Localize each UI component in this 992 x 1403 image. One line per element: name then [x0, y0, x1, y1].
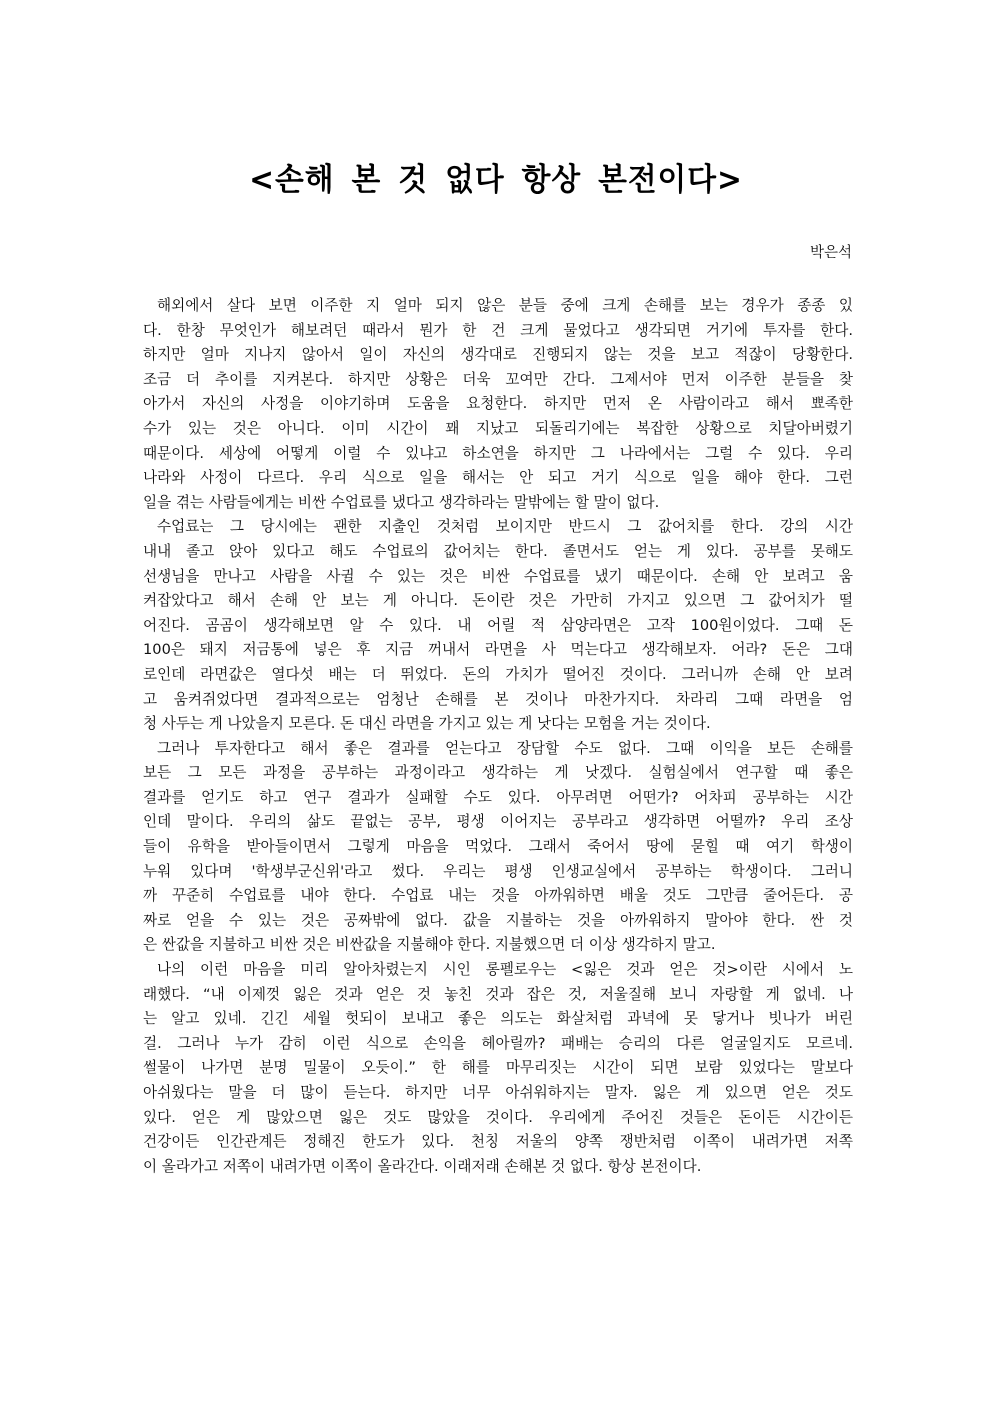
author-name: 박은석 — [809, 245, 852, 261]
text-line: 아쉬웠다는 말을 더 많이 듣는다. 하지만 너무 아쉬워하지는 말자. 잃은 게 있으면 얻은 것도 — [143, 1084, 853, 1101]
text-line: 나의 이런 마음을 미리 알아차렸는지 시인 롱펠로우는 <잃은 것과 얻은 것>이란 시에서 노 — [157, 961, 853, 979]
text-line: 100은 돼지 저금통에 넣은 후 지금 꺼내서 라면을 사 먹는다고 생각해보자. 어라? 돈은 그대 — [143, 641, 853, 659]
text-line: 때문이다. 세상에 어떻게 이럴 수 있냐고 하소연을 하지만 그 나라에서는 그럴 수 있다. 우리 — [143, 444, 853, 462]
text-line: 아가서 자신의 사정을 이야기하며 도움을 요청한다. 하지만 먼저 온 사람이라고 해서 뾰족한 — [143, 395, 853, 413]
text-line: 들이 유학을 받아들이면서 그렇게 마음을 먹었다. 그래서 죽어서 땅에 묻힐 때 여기 학생이 — [143, 838, 853, 856]
text-line: 조금 더 추이를 지켜본다. 하지만 상황은 더욱 꼬여만 간다. 그제서야 먼저 이주한 분들을 찾 — [143, 370, 853, 388]
text-line: 그러나 투자한다고 해서 좋은 결과를 얻는다고 장담할 수도 없다. 그때 이익을 보든 손해를 — [157, 739, 853, 757]
text-line: 나라와 사정이 다르다. 우리 식으로 일을 해서는 안 되고 거기 식으로 일을 해야 한다. 그런 — [143, 469, 853, 487]
text-line: 래했다. “내 이제껏 잃은 것과 얻은 것 놓친 것과 잡은 것, 저울질해 보니 자랑할 게 없네. 나 — [143, 985, 853, 1003]
text-line: 어진다. 곰곰이 생각해보면 알 수 있다. 내 어릴 적 삼양라면은 고작 100원이었다. 그때 돈 — [143, 616, 853, 634]
text-line: 선생님을 만나고 사람을 사귈 수 있는 것은 비싼 수업료를 냈기 때문이다. 손해 안 보려고 움 — [143, 567, 853, 585]
text-line: 결과를 얻기도 하고 연구 결과가 실패할 수도 있다. 아무려면 어떤가? 어차피 공부하는 시간 — [143, 788, 853, 806]
text-line: 누워 있다며 '학생부군신위'라고 썼다. 우리는 평생 인생교실에서 공부하는 학생이다. 그러니 — [143, 862, 853, 880]
text-line: 내내 졸고 앉아 있다고 해도 수업료의 값어치는 한다. 졸면서도 얻는 게 있다. 공부를 못해도 — [143, 542, 853, 560]
text-line: 썰물이 나가면 분명 밀물이 오듯이.” 한 해를 마무리짓는 시간이 되면 보람 있었다는 말보다 — [143, 1059, 853, 1077]
paragraph-4 — [143, 958, 853, 1179]
paragraph-2 — [143, 515, 853, 736]
document-title: <손해 본 것 없다 항상 본전이다> — [249, 162, 743, 198]
text-line: 일을 겪는 사람들에게는 비싼 수업료를 냈다고 생각하라는 말밖에는 할 말이 없다. — [143, 493, 660, 511]
text-line: 보든 그 모든 과정을 공부하는 과정이라고 생각하는 게 낫겠다. 실험실에서 연구할 때 좋은 — [143, 764, 853, 782]
text-line: 다. 한창 무엇인가 해보려던 때라서 뭔가 한 건 크게 물었다고 생각되면 거기에 투자를 한다. — [143, 321, 853, 339]
text-line: 은 싼값을 지불하고 비싼 것은 비싼값을 지불해야 한다. 지불했으면 더 이상 생각하지 말고. — [143, 936, 716, 954]
text-line: 청 사두는 게 나았을지 모른다. 돈 대신 라면을 가지고 있는 게 낫다는 모험을 거는 것이다. — [143, 715, 711, 733]
text-line: 건강이든 인간관계든 정해진 한도가 있다. 천칭 저울의 양쪽 쟁반처럼 이쪽이 내려가면 저쪽 — [143, 1133, 853, 1151]
text-line: 걸. 그러나 누가 감히 이런 식으로 손익을 헤아릴까? 패배는 승리의 다른 얼굴일지도 모르네. — [143, 1034, 853, 1052]
paragraph-3 — [143, 737, 853, 958]
text-line: 켜잡았다고 해서 손해 안 보는 게 아니다. 돈이란 것은 가만히 가지고 있으면 그 값어치가 떨 — [143, 592, 853, 610]
text-line: 하지만 얼마 지나지 않아서 일이 자신의 생각대로 진행되지 않는 것을 보고 적잖이 당황한다. — [143, 346, 853, 364]
text-line: 로인데 라면값은 열다섯 배는 더 뛰었다. 돈의 가치가 떨어진 것이다. 그러니까 손해 안 보려 — [143, 665, 853, 683]
paragraph-1 — [143, 294, 853, 515]
text-line: 짜로 얻을 수 있는 것은 공짜밖에 없다. 값을 지불하는 것을 아까워하지 말아야 한다. 싼 것 — [143, 911, 853, 929]
document-body — [143, 294, 853, 1179]
text-line: 고 움켜쥐었다면 결과적으로는 엄청난 손해를 본 것이나 마찬가지다. 차라리 그때 라면을 엄 — [143, 690, 853, 708]
text-line: 인데 말이다. 우리의 삶도 끝없는 공부, 평생 이어지는 공부라고 생각하면 어떨까? 우리 조상 — [143, 813, 853, 831]
text-line: 있다. 얻은 게 많았으면 잃은 것도 많았을 것이다. 우리에게 주어진 것들은 돈이든 시간이든 — [143, 1108, 853, 1126]
text-line: 수가 있는 것은 아니다. 이미 시간이 꽤 지났고 되돌리기에는 복잡한 상황으로 치달아버렸기 — [143, 419, 853, 437]
text-line: 까 꾸준히 수업료를 내야 한다. 수업료 내는 것을 아까워하면 배울 것도 그만큼 줄어든다. 공 — [143, 887, 853, 905]
text-line: 해외에서 살다 보면 이주한 지 얼마 되지 않은 분들 중에 크게 손해를 보는 경우가 종종 있 — [157, 297, 853, 314]
text-line: 이 올라가고 저쪽이 내려가면 이쪽이 올라간다. 이래저래 손해본 것 없다. 항상 본전이다. — [143, 1157, 702, 1175]
text-line: 는 알고 있네. 긴긴 세월 헛되이 보내고 좋은 의도는 화살처럼 과녁에 못 닿거나 빗나가 버린 — [143, 1010, 853, 1028]
text-line: 수업료는 그 당시에는 괜한 지출인 것처럼 보이지만 반드시 그 값어치를 한다. 강의 시간 — [157, 518, 853, 536]
